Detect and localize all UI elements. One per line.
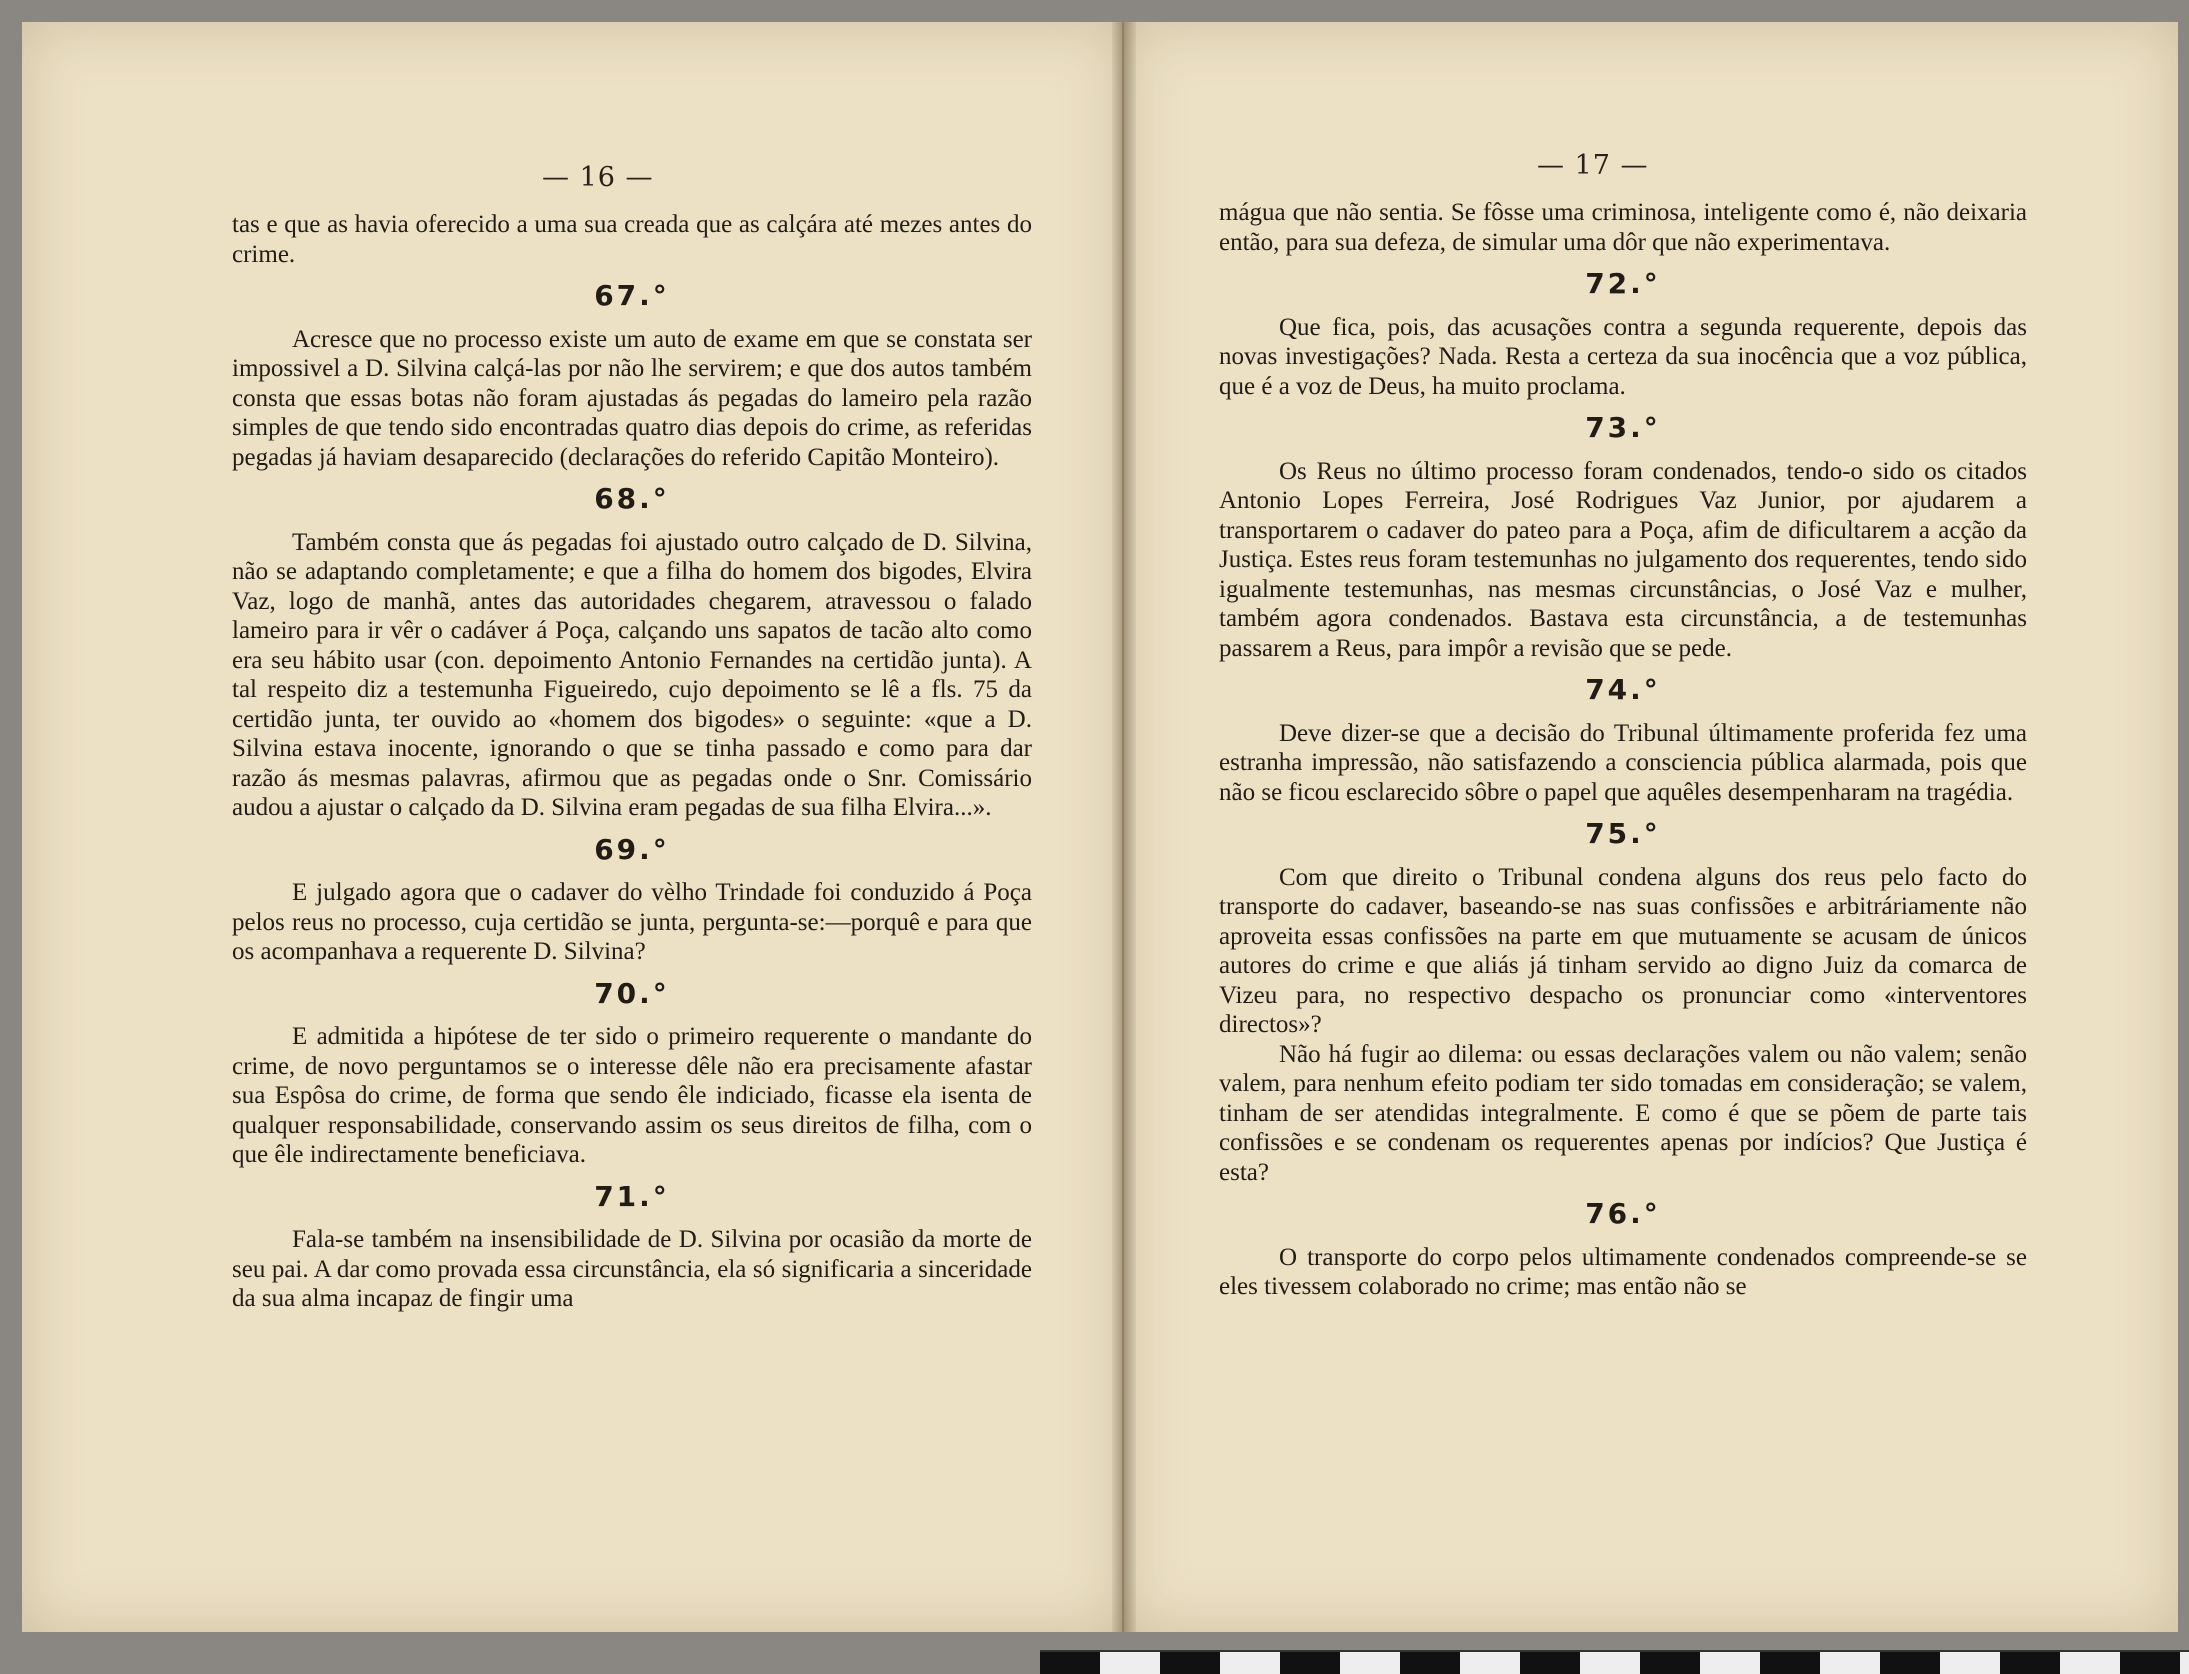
section-number: 72.° xyxy=(1585,267,1661,300)
paragraph: Que fica, pois, das acusações contra a segunda requerente, depois das novas investigações? Nada. Resta a certeza da sua inocência que a voz pública, que é a voz de Deus, ha muito proclama. xyxy=(1219,313,2027,400)
paragraph: Os Reus no último processo foram condenados, tendo-o sido os citados Antonio Lopes Ferreira, José Rodrigues Vaz Junior, por ajudarem a transportarem o cadaver do pateo para a Poça, afim de dificultarem a acção da Justiça. Estes reus foram testemunhas no julgamento dos requerentes, tendo sido igualmente testemunhas, nas mesmas circunstâncias, o José Vaz e mulher, também agora condenados. Bastava esta circunstância, a de testemunhas passarem a Reus, para impôr a revisão que se pede. xyxy=(1219,457,2027,662)
section-number: 71.° xyxy=(594,1179,670,1213)
right-page-text xyxy=(1219,198,2027,1302)
paragraph: E julgado agora que o cadaver do vèlho Trindade foi conduzido á Poça pelos reus no processo, cuja certidão se junta, pergunta-se:—porquê e para que os acompanhava a requerente D. Silvina? xyxy=(232,879,1032,965)
section-number: 69.° xyxy=(594,832,670,866)
paragraph: Deve dizer-se que a decisão do Tribunal últimamente proferida fez uma estranha impressão, não satisfazendo a consciencia pública alarmada, pois que não se ficou esclarecido sôbre o papel que aquêles desempenharam na tragédia. xyxy=(1219,719,2027,806)
paragraph: tas e que as havia oferecido a uma sua creada que as calçára até mezes antes do crime. xyxy=(232,211,1032,268)
section-number: 68.° xyxy=(594,482,670,515)
paragraph: O transporte do corpo pelos ultimamente condenados compreende-se se eles tivessem colaborado no crime; mas então não se xyxy=(1219,1243,2027,1300)
left-page-text xyxy=(232,210,1032,1314)
paragraph: Não há fugir ao dilema: ou essas declarações valem ou não valem; senão valem, para nenhum efeito podiam ter sido tomadas em consideração; se valem, tinham de ser atendidas integralmente. E como é que se põem de parte tais confissões e se condenam os requerentes apenas por indícios? Que Justiça é esta? xyxy=(1219,1040,2027,1186)
scale-ruler xyxy=(1040,1650,2189,1674)
section-number: 75.° xyxy=(1585,817,1661,850)
section-number: 67.° xyxy=(594,279,670,312)
section-number: 76.° xyxy=(1585,1197,1661,1230)
page-number-left: — 16 — xyxy=(542,162,654,193)
paragraph: Acresce que no processo existe um auto de exame em que se constata ser impossivel a D. Silvina calçá-las por não lhe servirem; e que dos autos também consta que essas botas não foram ajustadas ás pegadas do lameiro pela razão simples de que tendo sido encontradas quatro dias depois do crime, as referidas pegadas já haviam desaparecido (declarações do referido Capitão Monteiro). xyxy=(232,325,1032,471)
paragraph: Com que direito o Tribunal condena alguns dos reus pelo facto do transporte do cadaver, baseando-se nas suas confissões e arbitráriamente não aproveita essas confissões na parte em que mutuamente se acusam de únicos autores do crime e que aliás já tinham servido ao digno Juiz da comarca de Vizeu para, no respectivo despacho os pronunciar como «interventores directos»? xyxy=(1219,863,2027,1038)
paragraph: mágua que não sentia. Se fôsse uma criminosa, inteligente como é, não deixaria então, para sua defeza, de simular uma dôr que não experimentava. xyxy=(1219,199,2027,256)
book-spread xyxy=(22,22,2182,1662)
section-number: 74.° xyxy=(1585,673,1661,706)
book-gutter xyxy=(1112,22,1136,1632)
paragraph: Também consta que ás pegadas foi ajustado outro calçado de D. Silvina, não se adaptando completamente; e que a filha do homem dos bigodes, Elvira Vaz, logo de manhã, antes das autoridades chegarem, atravessou o falado lameiro para ir vêr o cadáver á Poça, calçando uns sapatos de tacão alto como era seu hábito usar (con. depoimento Antonio Fernandes na certidão junta). A tal respeito diz a testemunha Figueiredo, cujo depoimento se lê a fls. 75 da certidão junta, ter ouvido ao «homem dos bigodes» o seguinte: «que a D. Silvina estava inocente, ignorando o que se tinha passado e como para dar razão ás mesmas palavras, afirmou que as pegadas onde o Snr. Comissário audou a ajustar o calçado da D. Silvina eram pegadas de sua filha Elvira...». xyxy=(232,528,1032,821)
paragraph: E admitida a hipótese de ter sido o primeiro requerente o mandante do crime, de novo perguntamos se o interesse dêle não era precisamente afastar sua Espôsa do crime, de forma que sendo êle indiciado, ficasse ela isenta de qualquer responsabilidade, conservando assim os seus direitos de filha, com o que êle indirectamente beneficiava. xyxy=(232,1023,1032,1168)
paragraph: Fala-se também na insensibilidade de D. Silvina por ocasião da morte de seu pai. A dar como provada essa circunstância, ela só significaria a sinceridade da sua alma incapaz de fingir uma xyxy=(232,1226,1032,1312)
section-number: 73.° xyxy=(1585,411,1661,444)
page-number-right: — 17 — xyxy=(1537,150,1649,181)
section-number: 70.° xyxy=(594,976,670,1010)
